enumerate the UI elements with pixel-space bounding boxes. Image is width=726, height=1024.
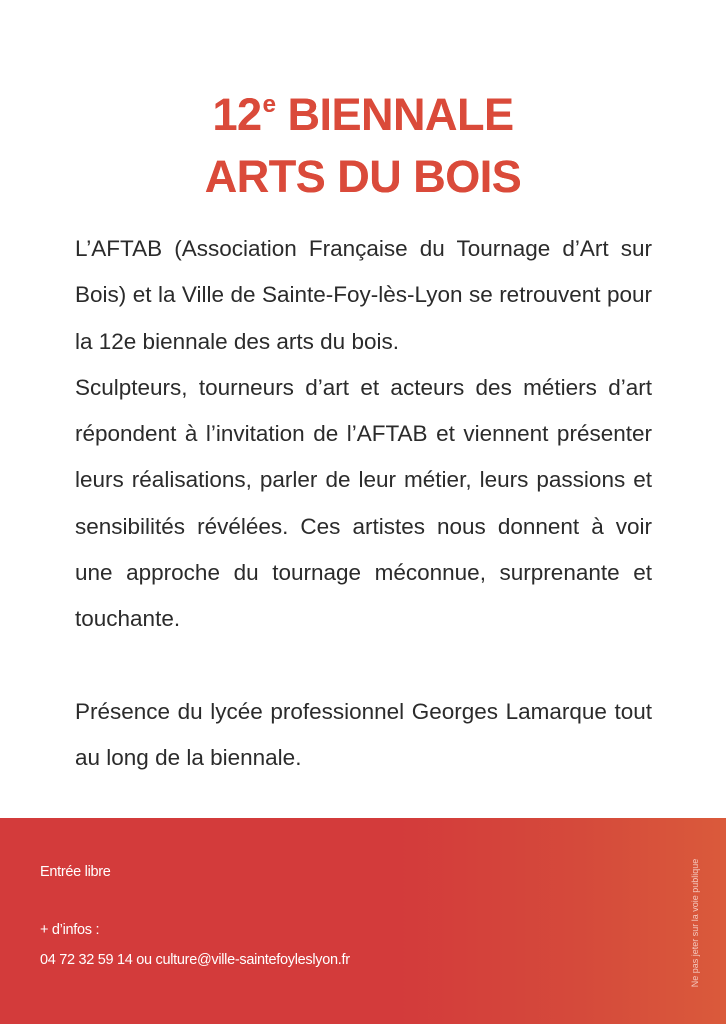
page-title (0, 84, 726, 208)
title-line-2: ARTS DU BOIS (204, 151, 522, 203)
free-entry-label: Entrée libre (40, 864, 111, 880)
do-not-litter-notice: Ne pas jeter sur la voie publique (690, 858, 700, 988)
vertical-notice (688, 848, 702, 998)
paragraph-spacer (75, 643, 652, 689)
description-body (75, 226, 652, 781)
title-ordinal-superscript: e (262, 91, 276, 119)
title-biennale: BIENNALE (275, 89, 514, 141)
contact-details: 04 72 32 59 14 ou culture@ville-saintefoyleslyon.fr (40, 952, 350, 968)
more-info-label: + d’infos : (40, 922, 100, 938)
paragraph-lycee: Présence du lycée professionnel Georges Lamarque tout au long de la biennale. (75, 698, 652, 770)
title-line-1 (0, 84, 726, 146)
info-footer (0, 818, 726, 1024)
title-number: 12 (212, 89, 262, 141)
paragraph-artists: Sculpteurs, tourneurs d’art et acteurs des métiers d’art répondent à l’invitation de l’AFTAB et viennent présenter leurs réalisations, parler de leur métier, leurs passions et sensibilités révélées. Ces artistes nous donnent à voir une approche du tournage méconnue, surprenante et touchante. (75, 374, 652, 632)
paragraph-intro: L’AFTAB (Association Française du Tournage d’Art sur Bois) et la Ville de Sainte-Foy-lès-Lyon se retrouvent pour la 12e biennale des arts du bois. (75, 236, 652, 354)
